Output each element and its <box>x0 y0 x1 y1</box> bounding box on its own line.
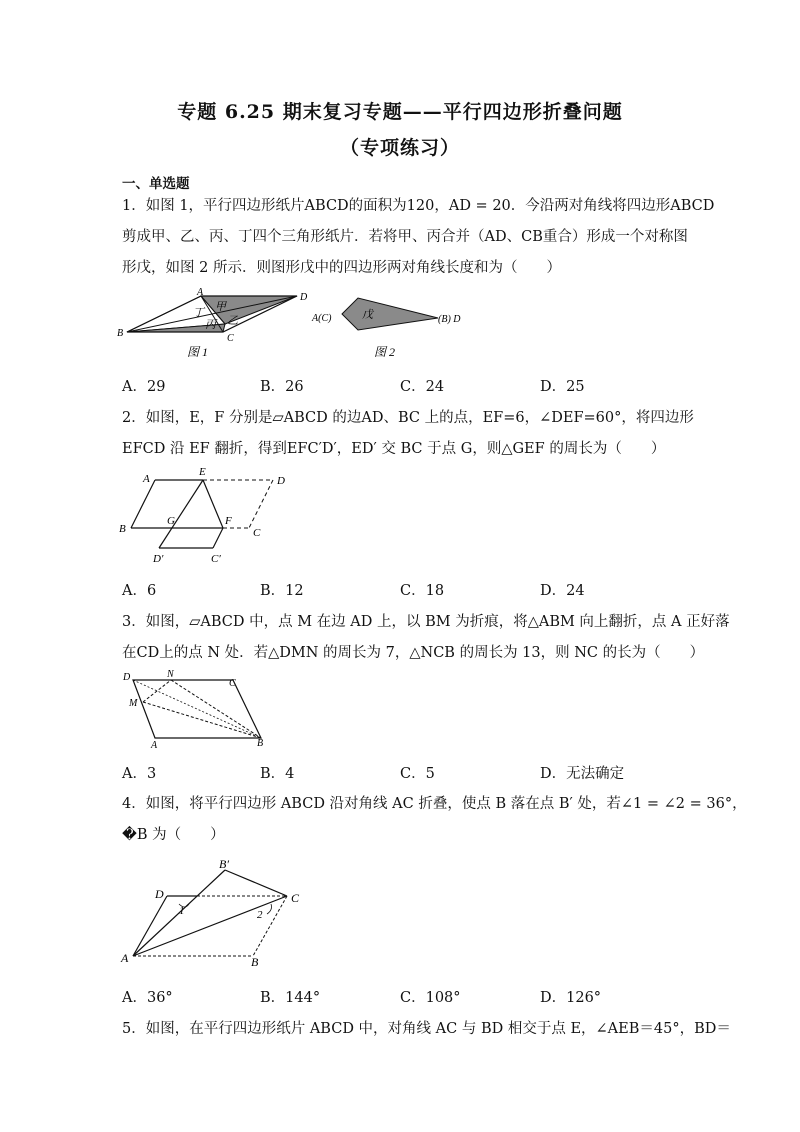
q4-line-2: �B 为（ ） <box>122 827 225 843</box>
label-yi: 乙 <box>227 315 238 327</box>
label-wu: 戊 <box>362 309 373 321</box>
q3-option-b[interactable]: B．4 <box>260 766 295 782</box>
label-b: B <box>251 955 259 969</box>
q4-option-a[interactable]: A．36° <box>122 990 173 1006</box>
label-g: G <box>167 515 175 527</box>
q2-line-1: 2．如图，E，F 分别是▱ABCD 的边AD、BC 上的点，EF=6，∠DEF=60°，将四边形 <box>122 410 694 426</box>
q2-option-d[interactable]: D．24 <box>540 583 585 599</box>
label-b: B <box>119 523 126 535</box>
q4-option-d[interactable]: D．126° <box>540 990 602 1006</box>
q4-line-1: 4．如图，将平行四边形 ABCD 沿对角线 AC 折叠，使点 B 落在点 B′ 处，若∠1 = ∠2 = 36°， <box>122 796 747 812</box>
label-angle-1: 1 <box>179 905 185 917</box>
label-c: C <box>227 333 234 344</box>
label-f: F <box>225 515 232 527</box>
q4-figure <box>115 852 315 972</box>
q1-option-d[interactable]: D．25 <box>540 379 585 395</box>
wu-shape <box>342 298 438 330</box>
angle-2-arc <box>267 904 272 914</box>
label-a: A <box>197 287 204 298</box>
label-ding: 丁 <box>193 307 204 319</box>
q4-option-b[interactable]: B．144° <box>260 990 321 1006</box>
q3-option-c[interactable]: C．5 <box>400 766 435 782</box>
q3-line-1: 3．如图，▱ABCD 中，点 M 在边 AD 上，以 BM 为折痕，将△ABM 向上翻折，点 A 正好落 <box>122 614 730 630</box>
label-b: B <box>257 738 264 748</box>
q4-option-c[interactable]: C．108° <box>400 990 461 1006</box>
label-c: C <box>253 527 261 539</box>
fold-bm <box>143 702 261 738</box>
q2-option-b[interactable]: B．12 <box>260 583 304 599</box>
edge-dc-dashed <box>249 480 273 528</box>
edge-c1f <box>213 528 223 548</box>
diagonal-ac <box>133 896 287 956</box>
section-heading: 一、单选题 <box>122 176 190 192</box>
q2-line-2: EFCD 沿 EF 翻折，得到EFC′D′，ED′ 交 BC 于点 G，则△GEF 的周长为（ ） <box>122 441 666 457</box>
label-b: B <box>117 328 124 339</box>
label-e: E <box>199 466 206 478</box>
label-d: D <box>277 475 285 487</box>
fig2-caption: 图 2 <box>374 345 396 359</box>
page-subtitle: （专项练习） <box>339 137 460 159</box>
q3-option-a[interactable]: A．3 <box>122 766 157 782</box>
q3-option-d[interactable]: D．无法确定 <box>540 766 625 782</box>
q2-option-c[interactable]: C．18 <box>400 583 445 599</box>
label-c: C <box>229 678 236 689</box>
q1-figure-1 <box>115 286 325 358</box>
label-n: N <box>167 669 174 680</box>
label-d-prime: D′ <box>153 553 164 565</box>
q1-line-1: 1．如图 1，平行四边形纸片ABCD的面积为120，AD = 20．今沿两对角线将四边形ABCD <box>122 198 715 214</box>
page-title: 专题 6.25 期末复习专题——平行四边形折叠问题 <box>177 101 623 123</box>
q2-option-a[interactable]: A．6 <box>122 583 157 599</box>
q1-option-b[interactable]: B．26 <box>260 379 304 395</box>
q1-line-3: 形戊，如图 2 所示．则图形戊中的四边形两对角线长度和为（ ） <box>122 260 561 276</box>
label-c-prime: C′ <box>211 553 221 565</box>
label-c: C <box>291 891 300 905</box>
q5-line-1: 5．如图，在平行四边形纸片 ABCD 中，对角线 AC 与 BD 相交于点 E，∠AEB＝45°，BD＝ <box>122 1021 731 1037</box>
q3-line-2: 在CD上的点 N 处．若△DMN 的周长为 7，△NCB 的周长为 13，则 NC 的长为（ ） <box>122 645 705 661</box>
label-ac: A(C) <box>312 313 332 324</box>
label-jia: 甲 <box>215 301 226 313</box>
label-bing: 丙 <box>205 319 216 331</box>
label-d: D <box>300 292 308 303</box>
label-d: D <box>123 672 131 683</box>
label-a: A <box>121 951 129 965</box>
fig1-caption: 图 1 <box>187 345 209 358</box>
edge-cb-dashed <box>253 896 287 956</box>
edge-ab <box>131 480 155 528</box>
edge-ef <box>203 480 223 528</box>
label-b-prime: B′ <box>219 857 229 871</box>
label-a: A <box>151 740 158 748</box>
q1-figure-2 <box>310 290 480 360</box>
edge-ed1 <box>159 480 203 548</box>
q3-figure <box>115 668 275 748</box>
label-angle-2: 2 <box>257 909 263 921</box>
label-m: M <box>129 698 138 709</box>
label-bd: (B) D <box>438 314 461 325</box>
q1-option-c[interactable]: C．24 <box>400 379 445 395</box>
q1-option-a[interactable]: A．29 <box>122 379 166 395</box>
seg-mn <box>143 680 171 702</box>
label-a: A <box>143 473 150 485</box>
q1-line-2: 剪成甲、乙、丙、丁四个三角形纸片．若将甲、丙合并（AD、CB重合）形成一个对称图 <box>122 229 688 245</box>
label-d: D <box>155 887 164 901</box>
q2-figure <box>115 462 300 572</box>
edge-b-prime-c <box>225 870 287 896</box>
edge-da <box>133 896 167 956</box>
